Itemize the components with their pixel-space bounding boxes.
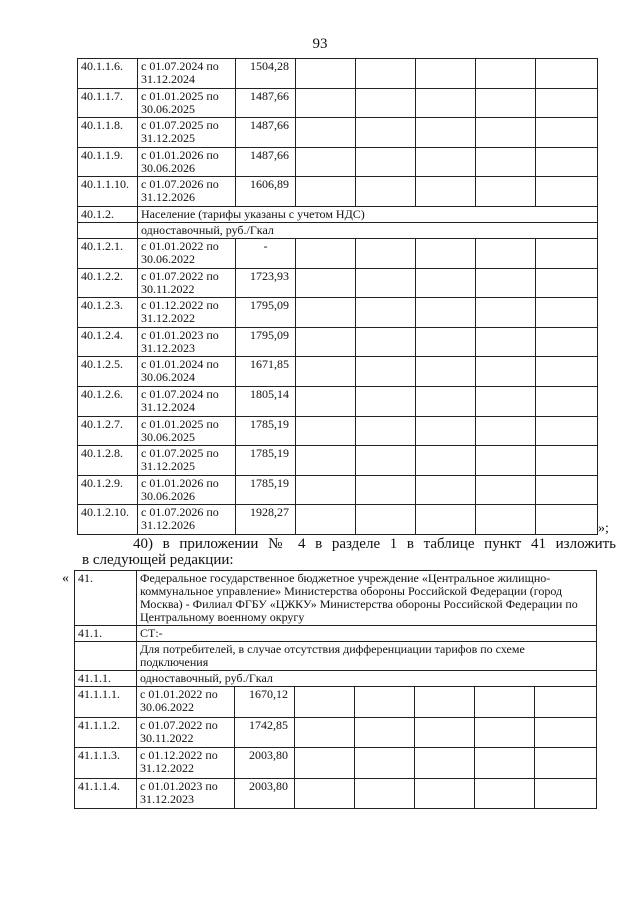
period-cell: с 01.07.2022 по 30.11.2022	[137, 717, 235, 748]
tariff-value-cell: 1805,14	[236, 386, 296, 416]
empty-cell	[296, 357, 356, 387]
table-row	[78, 59, 598, 89]
table-row	[75, 626, 597, 642]
tariff-value-cell: 1742,85	[235, 717, 295, 748]
empty-cell	[415, 717, 475, 748]
empty-cell	[295, 778, 355, 809]
empty-cell	[356, 505, 416, 535]
empty-cell	[536, 298, 598, 328]
empty-cell	[535, 687, 597, 718]
empty-cell	[356, 88, 416, 118]
empty-cell	[296, 59, 356, 89]
empty-cell	[356, 147, 416, 177]
period-cell: с 01.01.2022 по 30.06.2022	[138, 238, 236, 268]
table-row	[78, 206, 598, 222]
period-cell: с 01.01.2023 по 31.12.2023	[137, 778, 235, 809]
empty-cell	[296, 88, 356, 118]
empty-cell	[415, 778, 475, 809]
row-id-cell: 40.1.2.1.	[78, 238, 138, 268]
period-cell: с 01.01.2026 по 30.06.2026	[138, 475, 236, 505]
empty-cell	[416, 298, 476, 328]
tariff-value-cell: 1504,28	[236, 59, 296, 89]
table-row	[78, 118, 598, 148]
empty-cell	[536, 238, 598, 268]
section-text-cell: одноставочный, руб./Гкал	[137, 671, 597, 687]
tariff-value-cell: 1487,66	[236, 118, 296, 148]
empty-cell	[536, 268, 598, 298]
period-cell: с 01.07.2026 по 31.12.2026	[138, 177, 236, 207]
empty-cell	[475, 778, 535, 809]
tariff-value-cell: 1928,27	[236, 505, 296, 535]
empty-cell	[416, 147, 476, 177]
table-row	[75, 687, 597, 718]
closing-quote: »;	[598, 521, 609, 536]
empty-cell	[536, 118, 598, 148]
row-id-cell	[75, 642, 137, 671]
row-id-cell: 40.1.2.2.	[78, 268, 138, 298]
row-id-cell	[78, 222, 138, 238]
table-row	[78, 386, 598, 416]
row-id-cell: 41.1.1.1.	[75, 687, 137, 718]
empty-cell	[356, 59, 416, 89]
row-id-cell: 40.1.1.8.	[78, 118, 138, 148]
empty-cell	[536, 386, 598, 416]
period-cell: с 01.07.2025 по 31.12.2025	[138, 118, 236, 148]
tariff-value-cell: 1785,19	[236, 416, 296, 446]
empty-cell	[296, 327, 356, 357]
empty-cell	[476, 357, 536, 387]
empty-cell	[476, 118, 536, 148]
empty-cell	[356, 118, 416, 148]
table-row	[75, 717, 597, 748]
row-id-cell: 40.1.2.	[78, 206, 138, 222]
empty-cell	[356, 446, 416, 476]
empty-cell	[476, 446, 536, 476]
tariff-value-cell: 1795,09	[236, 327, 296, 357]
tariff-value-cell: 1670,12	[235, 687, 295, 718]
row-id-cell: 40.1.1.10.	[78, 177, 138, 207]
empty-cell	[416, 386, 476, 416]
opening-quote: «	[62, 571, 69, 586]
empty-cell	[476, 386, 536, 416]
row-id-cell: 41.	[75, 571, 137, 626]
empty-cell	[416, 505, 476, 535]
period-cell: с 01.01.2025 по 30.06.2025	[138, 88, 236, 118]
empty-cell	[296, 446, 356, 476]
period-cell: с 01.01.2026 по 30.06.2026	[138, 147, 236, 177]
section-text-cell: Население (тарифы указаны с учетом НДС)	[138, 206, 598, 222]
empty-cell	[536, 59, 598, 89]
row-id-cell: 40.1.2.6.	[78, 386, 138, 416]
table-row	[78, 327, 598, 357]
tariff-value-cell: -	[236, 238, 296, 268]
empty-cell	[535, 778, 597, 809]
empty-cell	[476, 59, 536, 89]
paragraph-line-1: 40) в приложении № 4 в разделе 1 в таблице пункт 41 изложить	[133, 536, 616, 552]
tariff-value-cell: 1487,66	[236, 88, 296, 118]
empty-cell	[536, 446, 598, 476]
empty-cell	[536, 357, 598, 387]
empty-cell	[416, 268, 476, 298]
empty-cell	[475, 687, 535, 718]
empty-cell	[416, 475, 476, 505]
empty-cell	[296, 118, 356, 148]
empty-cell	[356, 327, 416, 357]
empty-cell	[356, 177, 416, 207]
section-text-cell: Для потребителей, в случае отсутствия дифференциации тарифов по схеме подключения	[137, 642, 597, 671]
tariff-value-cell: 1785,19	[236, 446, 296, 476]
row-id-cell: 40.1.2.10.	[78, 505, 138, 535]
table-row	[78, 238, 598, 268]
page-number: 93	[312, 36, 328, 52]
table-row	[75, 748, 597, 779]
empty-cell	[355, 748, 415, 779]
section-text-cell: одноставочный, руб./Гкал	[138, 222, 598, 238]
section-text-cell: СТ:-	[137, 626, 597, 642]
empty-cell	[416, 118, 476, 148]
empty-cell	[355, 717, 415, 748]
empty-cell	[295, 687, 355, 718]
empty-cell	[296, 268, 356, 298]
empty-cell	[476, 505, 536, 535]
tariff-value-cell: 1487,66	[236, 147, 296, 177]
empty-cell	[416, 446, 476, 476]
table-row	[78, 475, 598, 505]
empty-cell	[416, 88, 476, 118]
empty-cell	[476, 147, 536, 177]
row-id-cell: 40.1.2.9.	[78, 475, 138, 505]
empty-cell	[536, 416, 598, 446]
empty-cell	[296, 386, 356, 416]
empty-cell	[536, 177, 598, 207]
empty-cell	[416, 59, 476, 89]
empty-cell	[416, 238, 476, 268]
empty-cell	[295, 717, 355, 748]
table-row	[78, 268, 598, 298]
empty-cell	[296, 416, 356, 446]
table-row	[78, 222, 598, 238]
empty-cell	[296, 147, 356, 177]
row-id-cell: 40.1.2.8.	[78, 446, 138, 476]
empty-cell	[476, 88, 536, 118]
row-id-cell: 40.1.1.6.	[78, 59, 138, 89]
tariff-value-cell: 1671,85	[236, 357, 296, 387]
period-cell: с 01.01.2022 по 30.06.2022	[137, 687, 235, 718]
row-id-cell: 41.1.1.3.	[75, 748, 137, 779]
empty-cell	[475, 748, 535, 779]
period-cell: с 01.07.2025 по 31.12.2025	[138, 446, 236, 476]
empty-cell	[476, 475, 536, 505]
table-row	[75, 571, 597, 626]
empty-cell	[476, 416, 536, 446]
row-id-cell: 40.1.1.7.	[78, 88, 138, 118]
period-cell: с 01.12.2022 по 31.12.2022	[138, 298, 236, 328]
row-id-cell: 41.1.1.	[75, 671, 137, 687]
empty-cell	[356, 357, 416, 387]
period-cell: с 01.07.2024 по 31.12.2024	[138, 59, 236, 89]
empty-cell	[296, 298, 356, 328]
empty-cell	[415, 748, 475, 779]
empty-cell	[416, 327, 476, 357]
empty-cell	[536, 147, 598, 177]
paragraph-line-2: в следующей редакции:	[82, 552, 234, 568]
table-row	[78, 446, 598, 476]
table-row	[78, 88, 598, 118]
empty-cell	[416, 416, 476, 446]
empty-cell	[356, 268, 416, 298]
empty-cell	[475, 717, 535, 748]
empty-cell	[355, 778, 415, 809]
empty-cell	[476, 238, 536, 268]
empty-cell	[296, 238, 356, 268]
empty-cell	[416, 177, 476, 207]
table-row	[78, 416, 598, 446]
tariff-value-cell: 1606,89	[236, 177, 296, 207]
table-row	[75, 778, 597, 809]
table-row	[75, 671, 597, 687]
table-row	[78, 177, 598, 207]
amendment-paragraph	[82, 536, 616, 568]
tariff-value-cell: 1795,09	[236, 298, 296, 328]
period-cell: с 01.01.2025 по 30.06.2025	[138, 416, 236, 446]
empty-cell	[476, 268, 536, 298]
empty-cell	[416, 357, 476, 387]
row-id-cell: 40.1.1.9.	[78, 147, 138, 177]
row-id-cell: 40.1.2.3.	[78, 298, 138, 328]
tariff-value-cell: 2003,80	[235, 748, 295, 779]
period-cell: с 01.07.2024 по 31.12.2024	[138, 386, 236, 416]
empty-cell	[356, 238, 416, 268]
row-id-cell: 41.1.	[75, 626, 137, 642]
period-cell: с 01.01.2023 по 31.12.2023	[138, 327, 236, 357]
empty-cell	[476, 298, 536, 328]
empty-cell	[536, 505, 598, 535]
table-row	[75, 642, 597, 671]
period-cell: с 01.07.2022 по 30.11.2022	[138, 268, 236, 298]
row-id-cell: 40.1.2.5.	[78, 357, 138, 387]
empty-cell	[355, 687, 415, 718]
empty-cell	[356, 416, 416, 446]
period-cell: с 01.01.2024 по 30.06.2024	[138, 357, 236, 387]
tariff-value-cell: 2003,80	[235, 778, 295, 809]
tariff-table-bottom	[74, 570, 597, 809]
table-row	[78, 298, 598, 328]
empty-cell	[476, 327, 536, 357]
row-id-cell: 40.1.2.7.	[78, 416, 138, 446]
empty-cell	[296, 505, 356, 535]
empty-cell	[296, 177, 356, 207]
empty-cell	[356, 298, 416, 328]
table-row	[78, 147, 598, 177]
row-id-cell: 41.1.1.4.	[75, 778, 137, 809]
empty-cell	[476, 177, 536, 207]
row-id-cell: 40.1.2.4.	[78, 327, 138, 357]
empty-cell	[536, 475, 598, 505]
empty-cell	[295, 748, 355, 779]
table-row	[78, 505, 598, 535]
empty-cell	[536, 327, 598, 357]
empty-cell	[536, 88, 598, 118]
section-text-cell: Федеральное государственное бюджетное учреждение «Центральное жилищно-коммунальное управление» Министерства обороны Российской Федерации (город Москва) - Филиал ФГБУ «ЦЖКУ» Министерства обороны Российской Федерации по Центральному военному округу	[137, 571, 597, 626]
tariff-value-cell: 1785,19	[236, 475, 296, 505]
empty-cell	[296, 475, 356, 505]
table-row	[78, 357, 598, 387]
tariff-value-cell: 1723,93	[236, 268, 296, 298]
tariff-table-top	[77, 58, 598, 535]
period-cell: с 01.12.2022 по 31.12.2022	[137, 748, 235, 779]
period-cell: с 01.07.2026 по 31.12.2026	[138, 505, 236, 535]
empty-cell	[415, 687, 475, 718]
empty-cell	[535, 748, 597, 779]
empty-cell	[356, 386, 416, 416]
row-id-cell: 41.1.1.2.	[75, 717, 137, 748]
empty-cell	[535, 717, 597, 748]
empty-cell	[356, 475, 416, 505]
